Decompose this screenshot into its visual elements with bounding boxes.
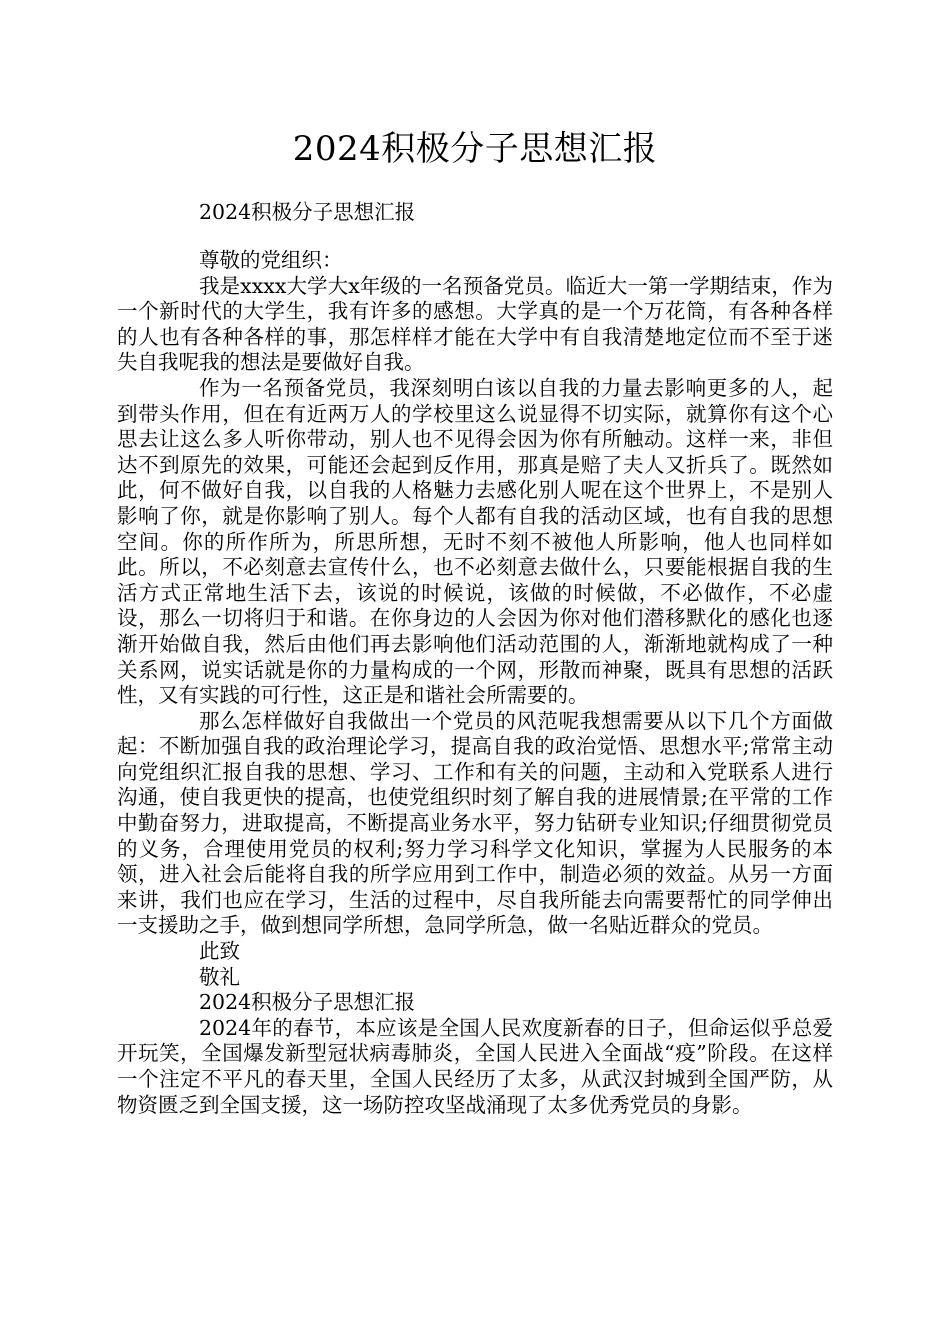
document-title: 2024积极分子思想汇报: [292, 129, 658, 169]
body-paragraph-2: 作为一名预备党员，我深刻明白该以自我的力量去影响更多的人，起到带头作用，但在有近两万人的学校里这么说显得不切实际，就算你有这个心思去让这么多人听你带动，别人也不见得会因为你有所触动。这样一来，非但达不到原先的效果，可能还会起到反作用，那真是赔了夫人又折兵了。既然如此，何不做好自我，以自我的人格魅力去感化别人呢在这个世界上，不是别人影响了你，就是你影响了别人。每个人都有自我的活动区域，也有自我的思想空间。你的所作所为，所思所想，无时不刻不被他人所影响，他人也同样如此。所以，不必刻意去宣传什么，也不必刻意去做什么，只要能根据自我的生活方式正常地生活下去，该说的时候说，该做的时候做，不必做作，不必虚设，那么一切将归于和谐。在你身边的人会因为你对他们潜移默化的感化也逐渐开始做自我，然后由他们再去影响他们活动范围的人，渐渐地就构成了一种关系网，说实话就是你的力量构成的一个网，形散而神聚，既具有思想的活跃性，又有实践的可行性，这正是和谐社会所需要的。: [117, 375, 833, 708]
body-paragraph-3: 那么怎样做好自我做出一个党员的风范呢我想需要从以下几个方面做起：不断加强自我的政治理论学习，提高自我的政治觉悟、思想水平;常常主动向党组织汇报自我的思想、学习、工作和有关的问题，主动和入党联系人进行沟通，使自我更快的提高，也使党组织时刻了解自我的进展情景;在平常的工作中勤奋努力，进取提高，不断提高业务水平，努力钻研专业知识;仔细贯彻党员的义务，合理使用党员的权利;努力学习科学文化知识，掌握为人民服务的本领，进入社会后能将自我的所学应用到工作中，制造必须的效益。从另一方面来讲，我们也应在学习，生活的过程中，尽自我所能去向需要帮忙的同学伸出一支援助之手，做到想同学所想，急同学所急，做一名贴近群众的党员。: [117, 708, 833, 938]
closing-line-2: 敬礼: [199, 964, 240, 989]
second-paragraph: 2024年的春节，本应该是全国人民欢度新春的日子，但命运似乎总爱开玩笑，全国爆发新型冠状病毒肺炎，全国人民进入全面战“疫”阶段。在这样一个注定不平凡的春天里，全国人民经历了太多，从武汉封城到全国严防，从物资匮乏到全国支援，这一场防控攻坚战涌现了太多优秀党员的身影。: [117, 1015, 833, 1117]
closing-line-1: 此致: [199, 939, 240, 964]
salutation: 尊敬的党组织：: [199, 248, 343, 272]
body-paragraph-1: 我是xxxx大学大x年级的一名预备党员。临近大一第一学期结束，作为一个新时代的大学生，我有许多的感想。大学真的是一个万花筒，有各种各样的人也有各种各样的事，那怎样样才能在大学中有自我清楚地定位而不至于迷失自我呢我的想法是要做好自我。: [117, 273, 833, 375]
document-subtitle: 2024积极分子思想汇报: [199, 200, 416, 224]
second-heading: 2024积极分子思想汇报: [199, 990, 416, 1015]
document-body: [117, 248, 833, 1118]
